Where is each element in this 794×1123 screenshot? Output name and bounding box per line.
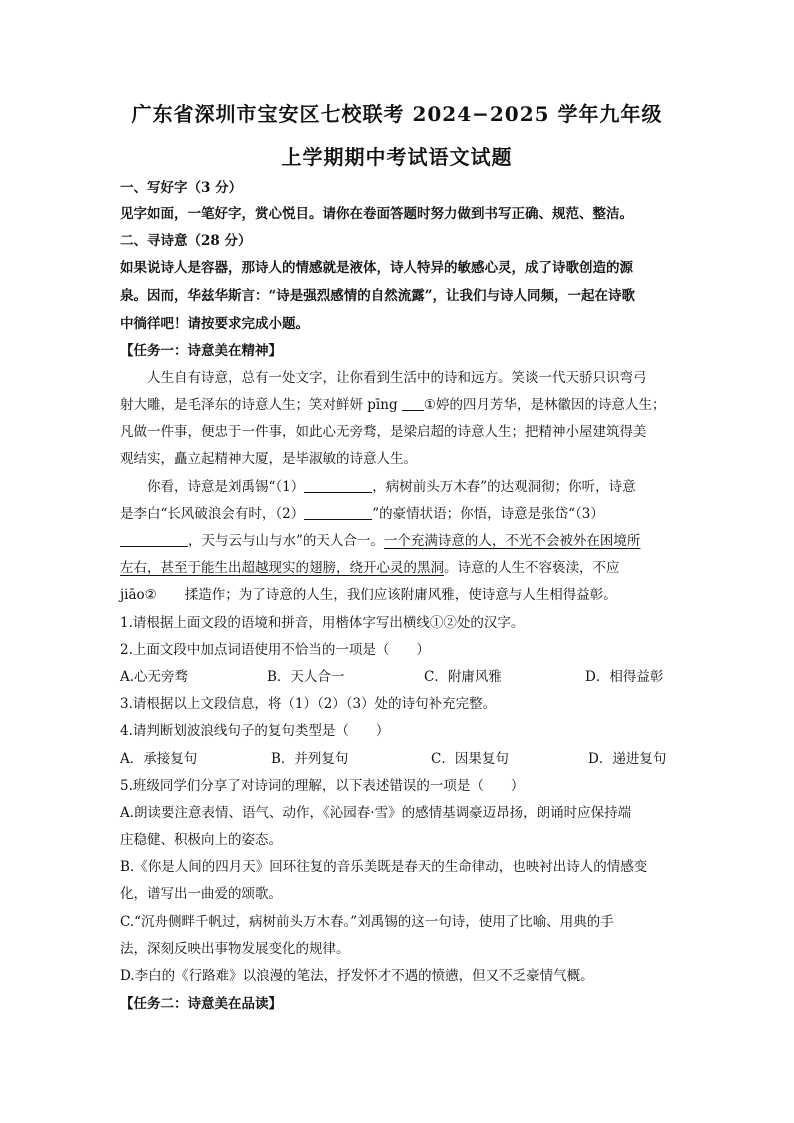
para2-line5-b: 揉造作；为了诗意的人生，我们应该附庸风雅，使诗意与人生相得益彰。 — [184, 587, 617, 603]
question-2: 2.上面文段中加点词语使用不恰当的一项是（ ） — [120, 642, 430, 658]
section1-body: 见字如面，一笔好字，赏心悦目。请你在卷面答题时努力做到书写正确、规范、整洁。 — [120, 206, 633, 222]
exam-title-line1: 广东省深圳市宝安区七校联考 2024−2025 学年九年级 — [131, 102, 663, 126]
task1-heading: 【任务一：诗意美在精神】 — [120, 343, 282, 359]
exam-title-line2: 上学期期中考试语文试题 — [281, 145, 513, 169]
q5-option-c-line2[interactable]: 法，深刻反映出事物发展变化的规律。 — [120, 941, 350, 957]
para2-line3 — [120, 532, 680, 550]
para2-line3-a: ，天与云与山与水”的天人合一。 — [188, 533, 384, 549]
q2-option-d[interactable]: D．相得益彰 — [585, 669, 664, 685]
q5-option-a-line2[interactable]: 庄稳健、积极向上的姿态。 — [120, 832, 282, 848]
answer-blank-3[interactable] — [120, 532, 188, 547]
question-4: 4.请判断划波浪线句子的复句类型是（ ） — [120, 723, 390, 739]
q4-option-d[interactable]: D．递进复句 — [588, 751, 667, 767]
q5-option-a-line1[interactable]: A.朗读要注意表情、语气、动作，《沁园春·雪》的感情基调豪迈昂扬，朗诵时应保持端 — [120, 805, 632, 821]
para2-line5-a: jiāo② — [120, 587, 157, 603]
q5-option-b-line1[interactable]: B.《你是人间的四月天》回环往复的音乐美既是春天的生命律动，也映衬出诗人的情感变 — [120, 859, 648, 875]
q5-option-b-line2[interactable]: 化，谱写出一曲爱的颂歌。 — [120, 886, 282, 902]
section2-intro-line2: 泉。因而，华兹华斯言：“诗是强烈感情的自然流露”，让我们与诗人同频，一起在诗歌 — [120, 288, 636, 304]
para1-line2-b: ①婷的四月芳华，是林徽因的诗意人生； — [423, 397, 666, 413]
pinyin-blank-1[interactable] — [402, 396, 424, 411]
question-5: 5.班级同学们分享了对诗词的理解，以下表述错误的一项是（ ） — [120, 778, 525, 794]
para1-line1: 人生自有诗意，总有一处文字，让你看到生活中的诗和远方。笑谈一代天骄只识弯弓 — [147, 370, 647, 386]
para1-line4: 观结实，矗立起精神大厦，是毕淑敏的诗意人生。 — [120, 451, 417, 467]
wavy-sentence-part2: 左右，甚至于能生出超越现实的翅膀，绕开心灵的黑洞 — [120, 560, 444, 576]
q4-option-a[interactable]: A．承接复句 — [120, 751, 198, 767]
para1-line2 — [120, 396, 680, 414]
section1-heading: 一、写好字（3 分） — [120, 180, 243, 196]
q2-option-b[interactable]: B．天人合一 — [267, 669, 345, 685]
answer-blank-2[interactable] — [304, 505, 372, 520]
task2-heading: 【任务二：诗意美在品读】 — [120, 996, 282, 1012]
para2-line2 — [120, 505, 680, 523]
para2-line1-a: 你看，诗意是刘禹锡“（1） — [147, 479, 305, 495]
para2-line4-b: 。诗意的人生不容亵渎，不应 — [444, 560, 620, 576]
section2-intro-line1: 如果说诗人是容器，那诗人的情感就是液体，诗人特异的敏感心灵，成了诗歌创造的源 — [120, 260, 633, 276]
question-3: 3.请根据以上文段信息，将（1）（2）（3）处的诗句补充完整。 — [120, 696, 497, 712]
para2-line2-b: ”的豪情状语；你悟，诗意是张岱“（3） — [372, 506, 604, 522]
para1-line3: 凡做一件事，便忠于一件事，如此心无旁骛，是梁启超的诗意人生；把精神小屋建筑得美 — [120, 424, 647, 440]
section2-intro-line3: 中徜徉吧！请按要求完成小题。 — [120, 316, 309, 332]
para2-line5 — [120, 586, 680, 604]
para2-line1-b: ，病树前头万木春”的达观洞彻；你听，诗意 — [372, 479, 636, 495]
para2-line1 — [147, 478, 680, 496]
answer-blank-1[interactable] — [304, 478, 372, 493]
q2-option-c[interactable]: C．附庸风雅 — [424, 669, 502, 685]
wavy-sentence-part1: 一个充满诗意的人，不光不会被外在困境所 — [383, 533, 641, 549]
para2-line4 — [120, 559, 680, 577]
q4-option-c[interactable]: C．因果复句 — [431, 751, 509, 767]
q5-option-c-line1[interactable]: C.“沉舟侧畔千帆过，病树前头万木春。”刘禹锡的这一句诗，使用了比喻、用典的手 — [120, 914, 614, 930]
q4-option-b[interactable]: B．并列复句 — [271, 751, 349, 767]
para1-line2-a: 射大雕，是毛泽东的诗意人生；笑对鲜妍 pīng — [120, 397, 402, 413]
question-1: 1.请根据上面文段的语境和拼音，用楷体字写出横线①②处的汉字。 — [120, 615, 525, 631]
section2-heading: 二、寻诗意（28 分） — [120, 233, 252, 249]
q5-option-d[interactable]: D.李白的《行路难》以浪漫的笔法，抒发怀才不遇的愤懑，但又不乏豪情气概。 — [120, 968, 594, 984]
q2-option-a[interactable]: A.心无旁骛 — [120, 669, 189, 685]
para2-line2-a: 是李白“长风破浪会有时，（2） — [120, 506, 305, 522]
